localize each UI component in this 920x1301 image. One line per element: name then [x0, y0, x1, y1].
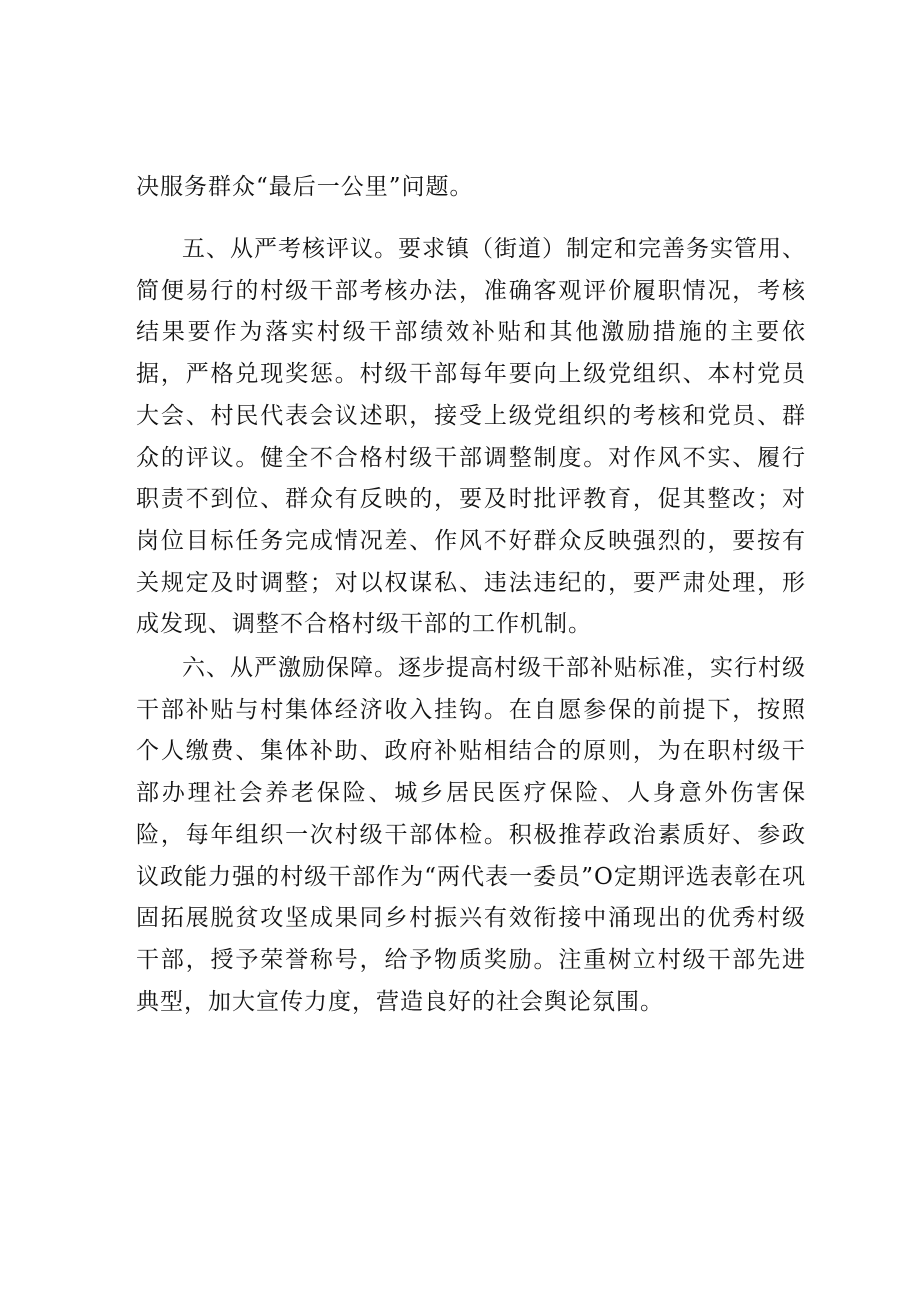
section-6-paragraph: 六、从严激励保障。逐步提高村级干部补贴标准，实行村级干部补贴与村集体经济收入挂钩。在自愿参保的前提下，按照个人缴费、集体补助、政府补贴相结合的原则，为在职村级干部办理社会养老保险、城乡居民医疗保险、人身意外伤害保险，每年组织一次村级干部体检。积极推荐政治素质好、参政议政能力强的村级干部作为“两代表一委员”O定期评选表彰在巩固拓展脱贫攻坚成果同乡村振兴有效衔接中涌现出的优秀村级干部，授予荣誉称号，给予物质奖励。注重树立村级干部先进典型，加大宣传力度，营造良好的社会舆论氛围。 — [136, 655, 806, 1015]
continuation-line: 决服务群众“最后一公里”问题。 — [136, 174, 474, 200]
section-5-paragraph: 五、从严考核评议。要求镇（街道）制定和完善务实管用、简便易行的村级干部考核办法，准确客观评价履职情况，考核结果要作为落实村级干部绩效补贴和其他激励措施的主要依据，严格兑现奖惩。村级干部每年要向上级党组织、本村党员大会、村民代表会议述职，接受上级党组织的考核和党员、群众的评议。健全不合格村级干部调整制度。对作风不实、履行职责不到位、群众有反映的，要及时批评教育，促其整改；对岗位目标任务完成情况差、作风不好群众反映强烈的，要按有关规定及时调整；对以权谋私、违法违纪的，要严肃处理，形成发现、调整不合格村级干部的工作机制。 — [136, 236, 806, 638]
